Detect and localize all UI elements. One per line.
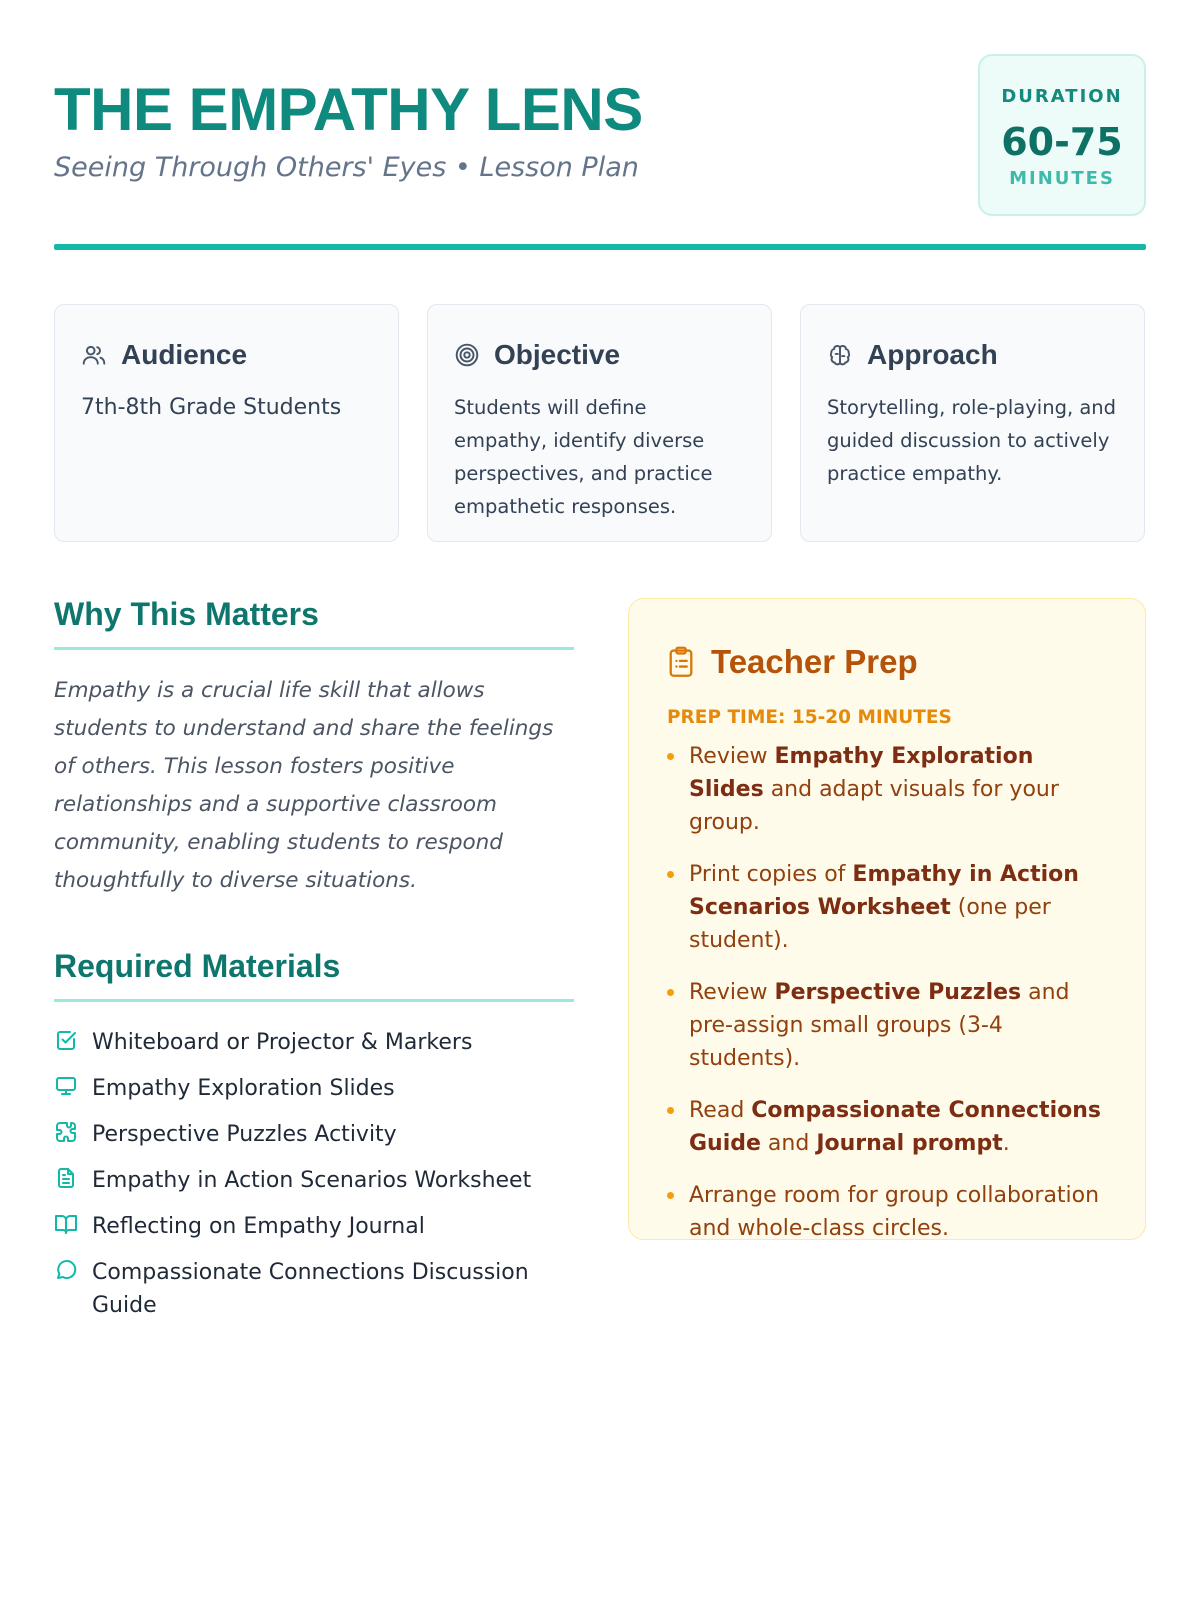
list-item bbox=[667, 740, 1107, 839]
material-label: Compassionate Connections Discussion Guide bbox=[92, 1260, 529, 1318]
card-text: Storytelling, role-playing, and guided discussion to actively practice empathy. bbox=[827, 396, 1117, 485]
prep-time: PREP TIME: 15-20 MINUTES bbox=[667, 707, 952, 728]
book-icon bbox=[54, 1212, 78, 1236]
list-item bbox=[667, 858, 1107, 957]
duration-unit: MINUTES bbox=[1009, 168, 1115, 189]
card-title: Approach bbox=[867, 339, 998, 370]
material-label: Empathy in Action Scenarios Worksheet bbox=[92, 1168, 532, 1193]
list-item bbox=[667, 1179, 1107, 1245]
lesson-plan-page bbox=[54, 0, 1146, 1318]
duration-value: 60-75 bbox=[1001, 120, 1123, 164]
materials-list bbox=[54, 1026, 574, 1322]
why-text: Empathy is a crucial life skill that allows students to understand and share the feelings of others. This lesson fosters positive relationships and a supportive classroom community, enabling students to respond thoughtfully to diverse situations. bbox=[54, 678, 554, 893]
prep-bold: Empathy Exploration Slides bbox=[689, 744, 1034, 802]
chat-icon bbox=[54, 1258, 78, 1282]
prep-text: Review bbox=[689, 980, 775, 1005]
monitor-icon bbox=[54, 1074, 78, 1098]
header bbox=[54, 0, 1146, 250]
prep-title: Teacher Prep bbox=[711, 643, 918, 680]
prep-text: Arrange room for group collaboration and whole-class circles. bbox=[689, 1183, 1100, 1241]
prep-text: (one per student). bbox=[689, 895, 1051, 953]
prep-list bbox=[667, 740, 1107, 1245]
section-divider bbox=[54, 999, 574, 1002]
list-item bbox=[54, 1210, 574, 1243]
duration-label: DURATION bbox=[1001, 86, 1123, 107]
prep-text: and bbox=[760, 1131, 817, 1156]
prep-text: Review bbox=[689, 744, 775, 769]
page-title: THE EMPATHY LENS bbox=[54, 76, 643, 143]
list-item bbox=[54, 1256, 574, 1322]
page-subtitle: Seeing Through Others' Eyes • Lesson Plan bbox=[54, 152, 639, 183]
prep-text: . bbox=[1002, 1131, 1010, 1156]
teacher-prep-panel bbox=[628, 598, 1146, 1240]
prep-text: Read bbox=[689, 1098, 752, 1123]
list-item bbox=[667, 976, 1107, 1075]
checkbox-icon bbox=[54, 1028, 78, 1052]
card-title: Objective bbox=[494, 339, 621, 370]
list-item bbox=[667, 1094, 1107, 1160]
puzzle-icon bbox=[54, 1120, 78, 1144]
section-divider bbox=[54, 647, 574, 650]
prep-text: Print copies of bbox=[689, 862, 853, 887]
prep-text: and pre-assign small groups (3-4 students). bbox=[689, 980, 1070, 1071]
material-label: Whiteboard or Projector & Markers bbox=[92, 1030, 473, 1055]
why-heading: Why This Matters bbox=[54, 596, 319, 632]
material-label: Reflecting on Empathy Journal bbox=[92, 1214, 425, 1239]
material-label: Perspective Puzzles Activity bbox=[92, 1122, 397, 1147]
prep-bold: Perspective Puzzles bbox=[774, 980, 1022, 1005]
list-item bbox=[54, 1072, 574, 1105]
brain-icon bbox=[827, 342, 853, 368]
card-title: Audience bbox=[121, 339, 248, 370]
list-item bbox=[54, 1118, 574, 1151]
prep-bold: Empathy in Action Scenarios Worksheet bbox=[689, 862, 1079, 920]
prep-text: and adapt visuals for your group. bbox=[689, 777, 1059, 835]
document-icon bbox=[54, 1166, 78, 1190]
audience-card bbox=[54, 304, 399, 542]
list-item bbox=[54, 1026, 574, 1059]
duration-badge bbox=[978, 54, 1146, 216]
objective-card bbox=[427, 304, 772, 542]
info-cards bbox=[54, 304, 1146, 544]
prep-bold: Journal prompt bbox=[816, 1131, 1003, 1156]
card-text: Students will define empathy, identify diverse perspectives, and practice empathetic responses. bbox=[454, 396, 713, 518]
header-divider bbox=[54, 244, 1146, 250]
card-text: 7th-8th Grade Students bbox=[81, 395, 342, 420]
material-label: Empathy Exploration Slides bbox=[92, 1076, 395, 1101]
target-icon bbox=[454, 342, 480, 368]
approach-card bbox=[800, 304, 1145, 542]
left-column bbox=[54, 596, 574, 1335]
materials-heading: Required Materials bbox=[54, 948, 341, 984]
users-icon bbox=[81, 342, 107, 368]
prep-bold: Compassionate Connections Guide bbox=[689, 1098, 1101, 1156]
list-item bbox=[54, 1164, 574, 1197]
clipboard-icon bbox=[667, 646, 695, 678]
